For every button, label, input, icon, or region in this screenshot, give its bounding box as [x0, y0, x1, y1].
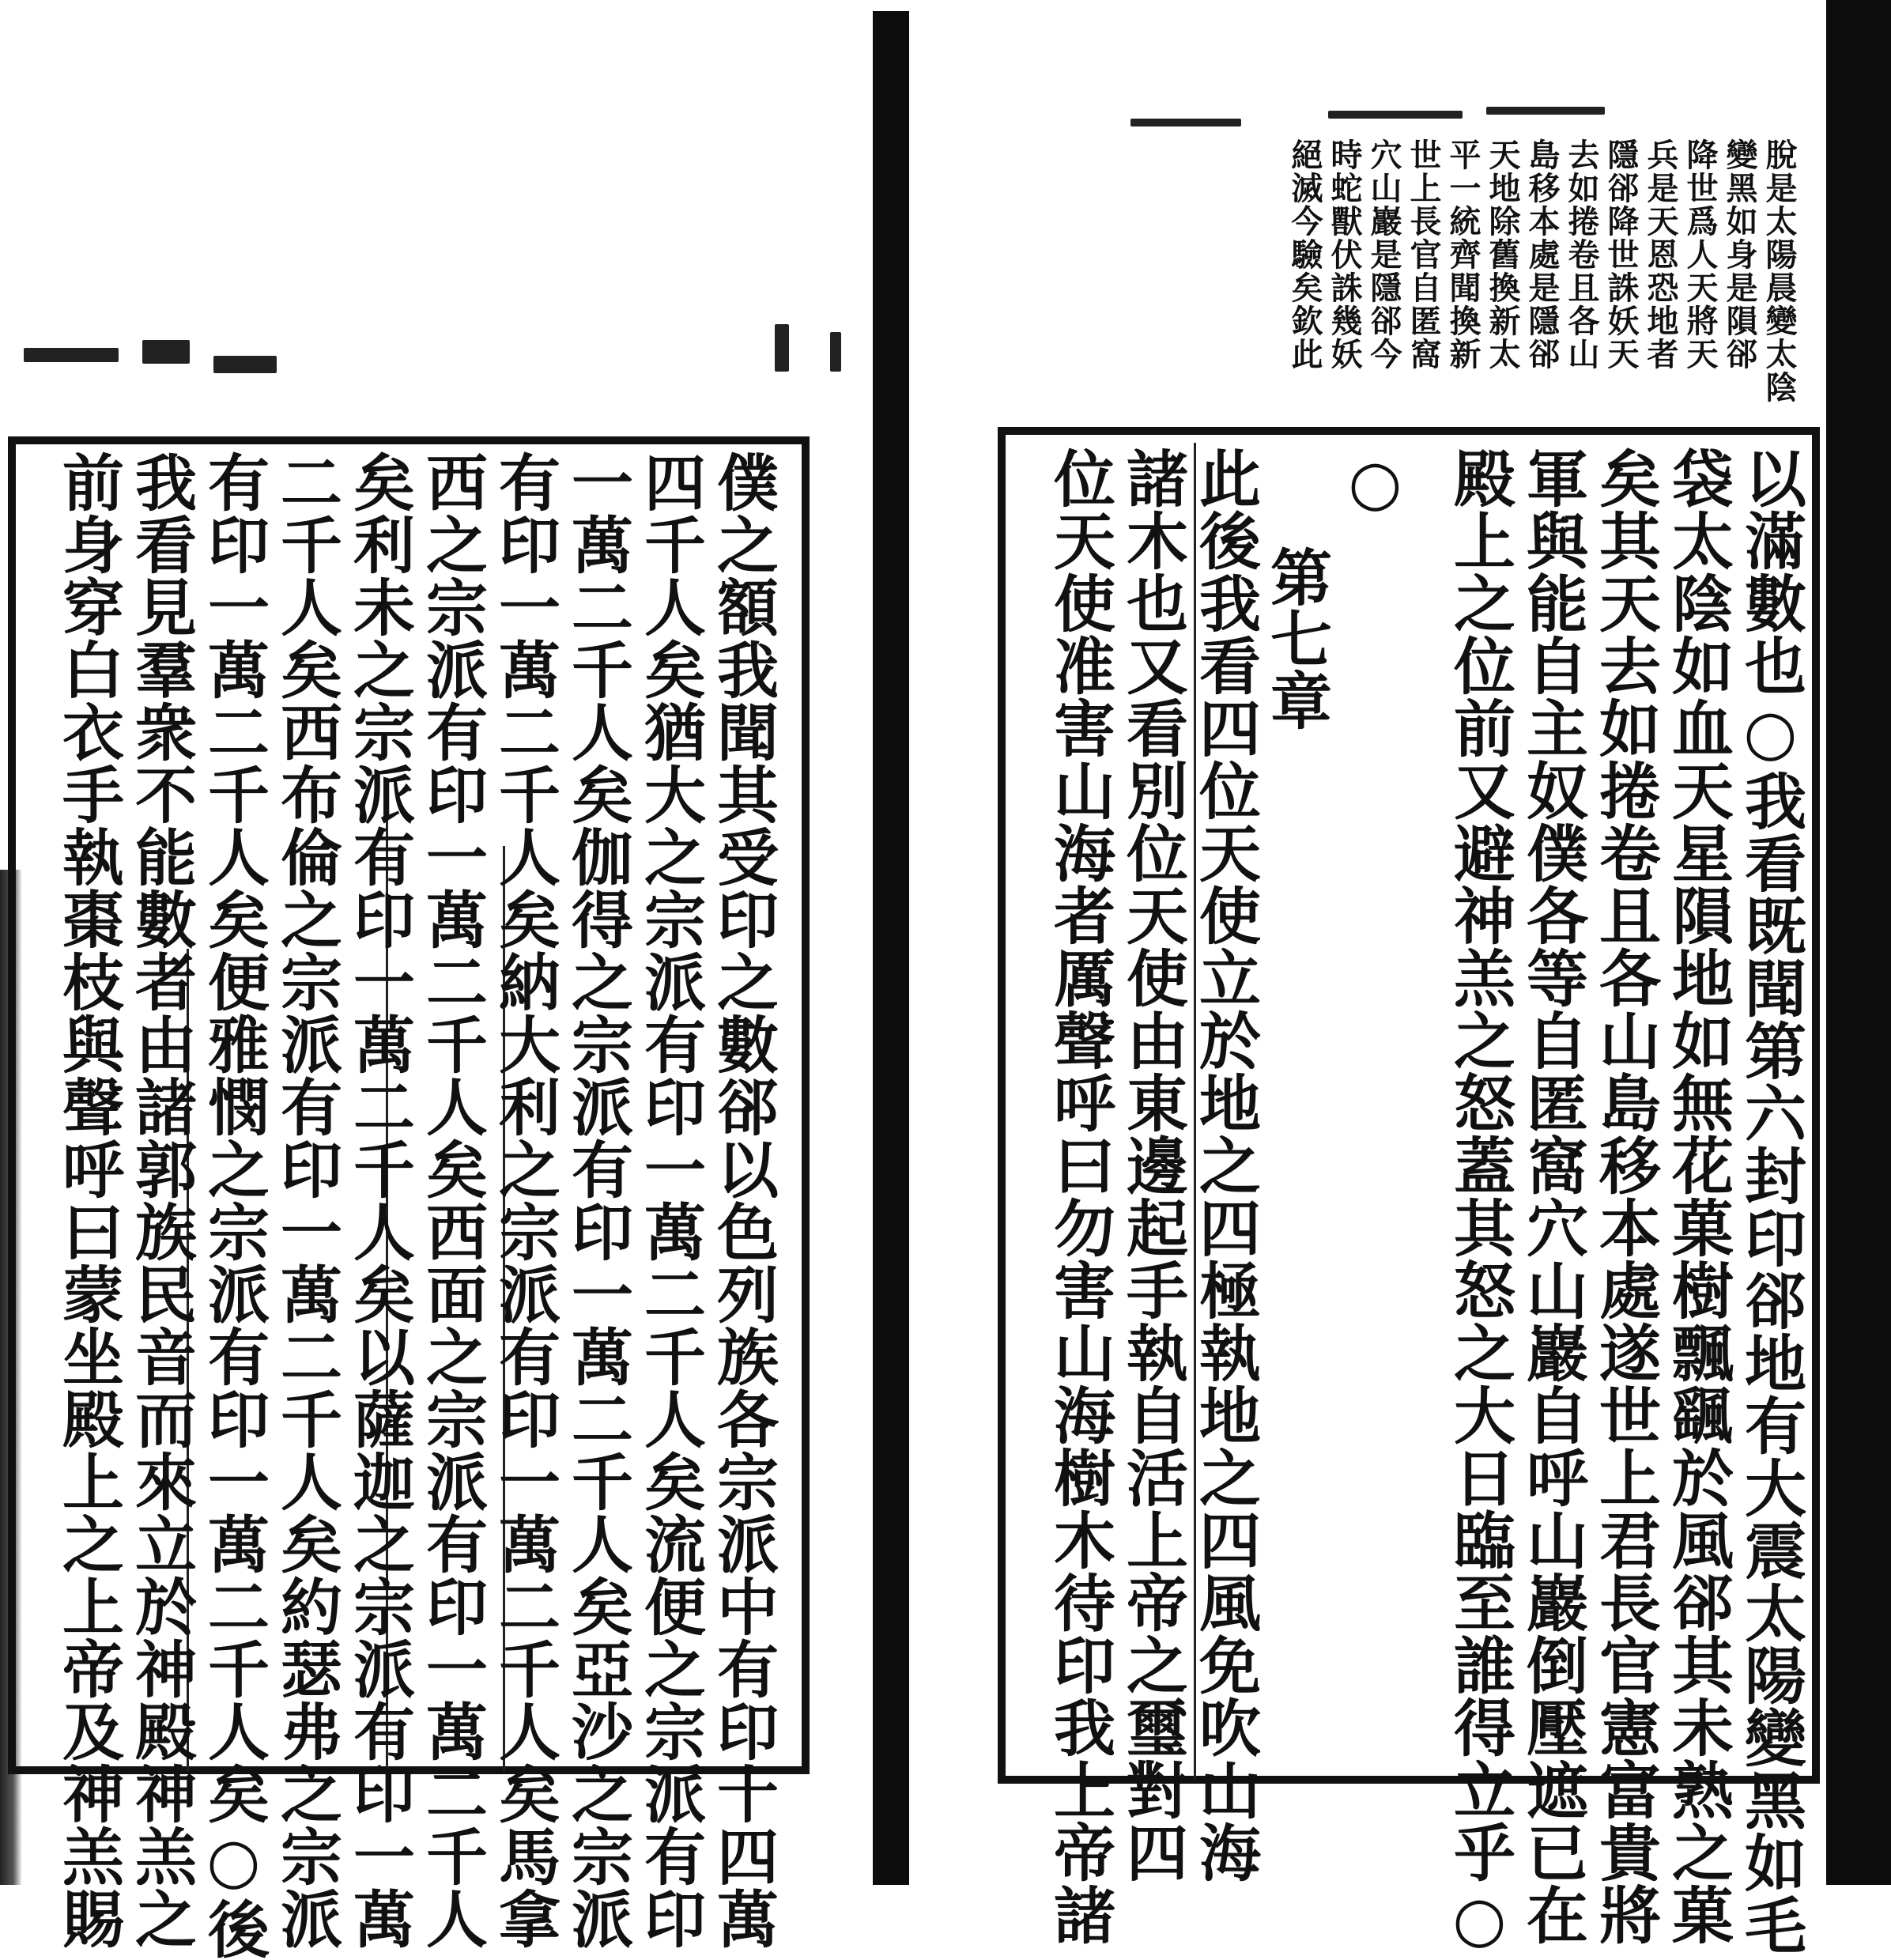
annotation-column: 穴山巖是隱郤今 — [1365, 138, 1402, 371]
text-column: 軍與能自主奴僕各等自匿窩穴山巖自呼山巖倒壓遮已在 — [1516, 447, 1588, 1946]
annotation-column: 世上長官自匿窩 — [1405, 138, 1442, 371]
text-column: 僕之額我聞其受印之數郤以色列族各宗派中有印十四萬 — [707, 451, 779, 1950]
text-column: 殿上之位前又避神羔之怒蓋其怒之大日臨至誰得立乎○ — [1444, 447, 1515, 1956]
annotation-column: 天地除舊換新太 — [1484, 138, 1521, 371]
text-column: 此後我看四位天使立於地之四極執地之四風免吹山海 — [1189, 447, 1261, 1883]
scan-noise — [24, 348, 119, 362]
annotation-column: 平一統齊聞換新 — [1444, 138, 1481, 371]
scan-noise — [1486, 107, 1605, 115]
annotation-column: 絕滅今驗矣欽此 — [1286, 138, 1323, 371]
book-spine — [873, 11, 909, 1885]
scan-noise — [775, 324, 789, 372]
annotation-column: 島移本處是隱郤 — [1523, 138, 1561, 371]
scan-noise — [1130, 119, 1241, 127]
right-page-edge — [1826, 0, 1891, 1885]
text-column: 袋太陰如血天星隕地如無花菓樹飄颻於風郤其未熟之菓 — [1662, 447, 1734, 1946]
text-column: 前身穿白衣手執棗枝與聲呼曰蒙坐殿上之上帝及神羔賜 — [52, 451, 124, 1950]
annotation-column: 隱郤降世誅妖天 — [1602, 138, 1640, 371]
text-column: 二千人矣西布倫之宗派有印一萬二千人矣約瑟弗之宗派 — [270, 451, 342, 1950]
scan-noise — [213, 356, 277, 373]
scan-noise — [830, 332, 841, 372]
text-column: 有印一萬二千人矣便雅憫之宗派有印一萬二千人矣○後 — [198, 451, 270, 1960]
text-column: 諸木也又看別位天使由東邊起手執自活上帝之璽對四 — [1116, 447, 1188, 1883]
text-column: 矣利未之宗派有印一萬二千人矣以薩迦之宗派有印一萬 — [343, 451, 415, 1950]
annotation-column: 變黑如身是隕郤 — [1721, 138, 1758, 371]
text-column: 以滿數也○我看既聞第六封印郤地有大震太陽變黑如毛 — [1734, 447, 1806, 1956]
annotation-column: 降世爲人天將天 — [1682, 138, 1719, 371]
text-column: 我看見羣衆不能數者由諸郭族民音而來立於神殿神羔之 — [125, 451, 197, 1950]
annotation-column: 去如捲卷且各山 — [1563, 138, 1600, 371]
text-column: 位天使准害山海者厲聲呼曰勿害山海樹木待印我上帝諸 — [1044, 447, 1115, 1946]
annotation-column: 脫是太陽晨變太陰 — [1761, 138, 1798, 404]
scan-noise — [142, 340, 190, 364]
text-column: 矣其天去如捲卷且各山島移本處遂世上君長官憲富貴將 — [1589, 447, 1661, 1946]
scan-noise — [1328, 111, 1463, 119]
chapter-heading: 第七章 — [1260, 546, 1332, 731]
circle-mark: ○ — [1339, 447, 1411, 519]
text-column: 西之宗派有印一萬二千人矣西面之宗派有印一萬二千人 — [416, 451, 488, 1950]
text-column: 一萬二千人矣伽得之宗派有印一萬二千人矣亞沙之宗派 — [561, 451, 633, 1950]
annotation-column: 時蛇獸伏誅幾妖 — [1326, 138, 1363, 371]
annotation-column: 兵是天恩恐地者 — [1642, 138, 1679, 371]
text-column: 有印一萬二千人矣納大利之宗派有印一萬二千人矣馬拿 — [489, 451, 561, 1950]
text-column: 四千人矣猶大之宗派有印一萬二千人矣流便之宗派有印 — [634, 451, 706, 1950]
